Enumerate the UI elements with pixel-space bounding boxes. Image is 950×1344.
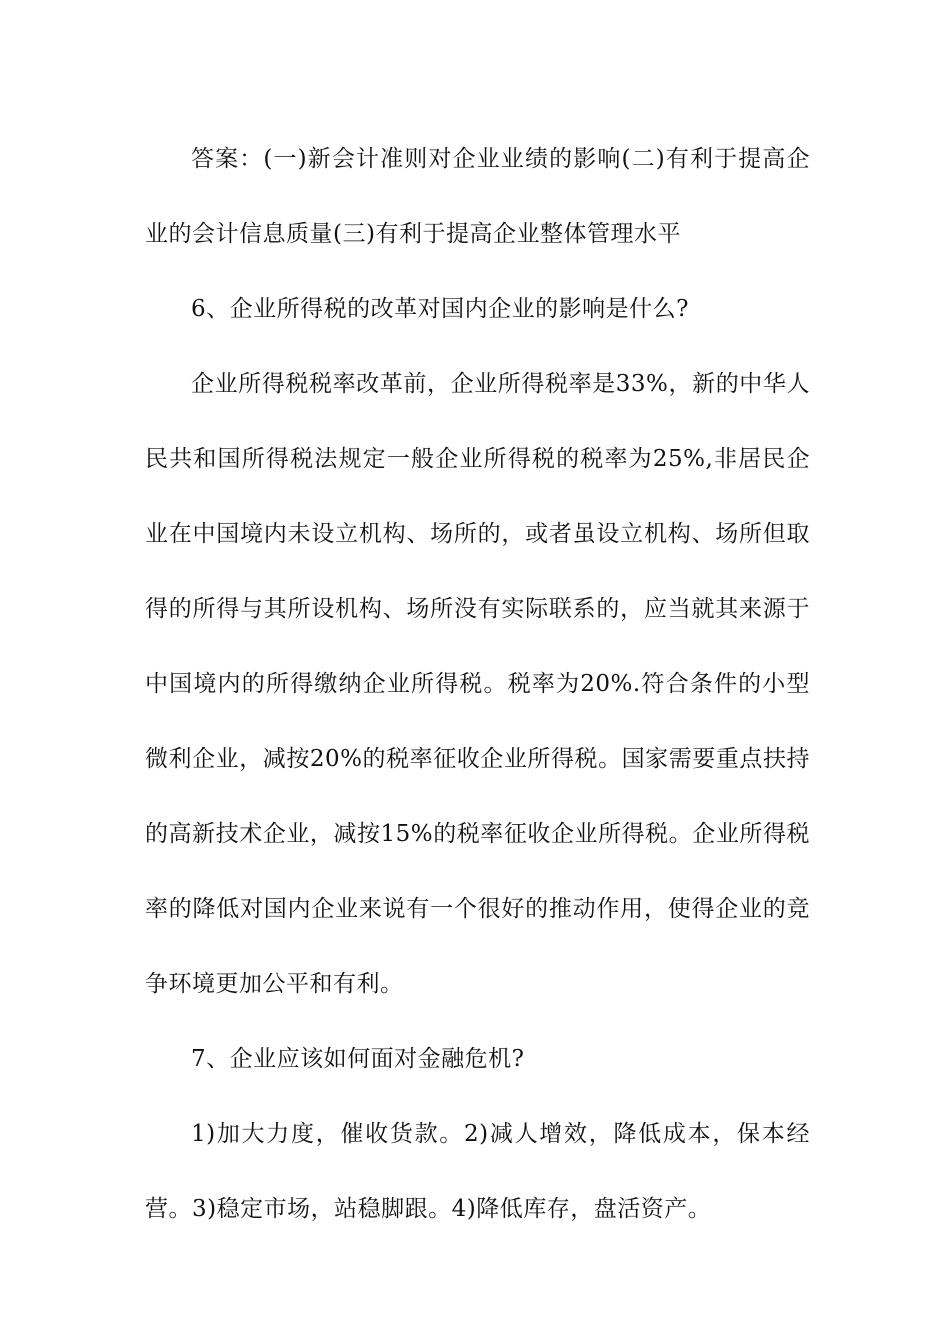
answer-paragraph: 答案：(一)新会计准则对企业业绩的影响(二)有利于提高企业的会计信息质量(三)有利于提高企业整体管理水平 <box>145 146 810 247</box>
question-7-heading: 7、企业应该如何面对金融危机? <box>191 1046 525 1072</box>
answer-6-paragraph: 企业所得税税率改革前，企业所得税率是33%，新的中华人民共和国所得税法规定一般企业所得税的税率为25%,非居民企业在中国境内未设立机构、场所的，或者虽设立机构、场所但取得的所得与其所设机构、场所没有实际联系的，应当就其来源于中国境内的所得缴纳企业所得税。税率为20%.符合条件的小型微利企业，减按20%的税率征收企业所得税。国家需要重点扶持的高新技术企业，减按15%的税率征收企业所得税。企业所得税率的降低对国内企业来说有一个很好的推动作用，使得企业的竞争环境更加公平和有利。 <box>145 371 810 997</box>
document-body <box>145 122 810 1247</box>
answer-7-paragraph: 1)加大力度，催收货款。2)减人增效，降低成本，保本经营。3)稳定市场，站稳脚跟。4)降低库存，盘活资产。 <box>145 1121 810 1222</box>
question-6-heading: 6、企业所得税的改革对国内企业的影响是什么? <box>191 296 689 322</box>
